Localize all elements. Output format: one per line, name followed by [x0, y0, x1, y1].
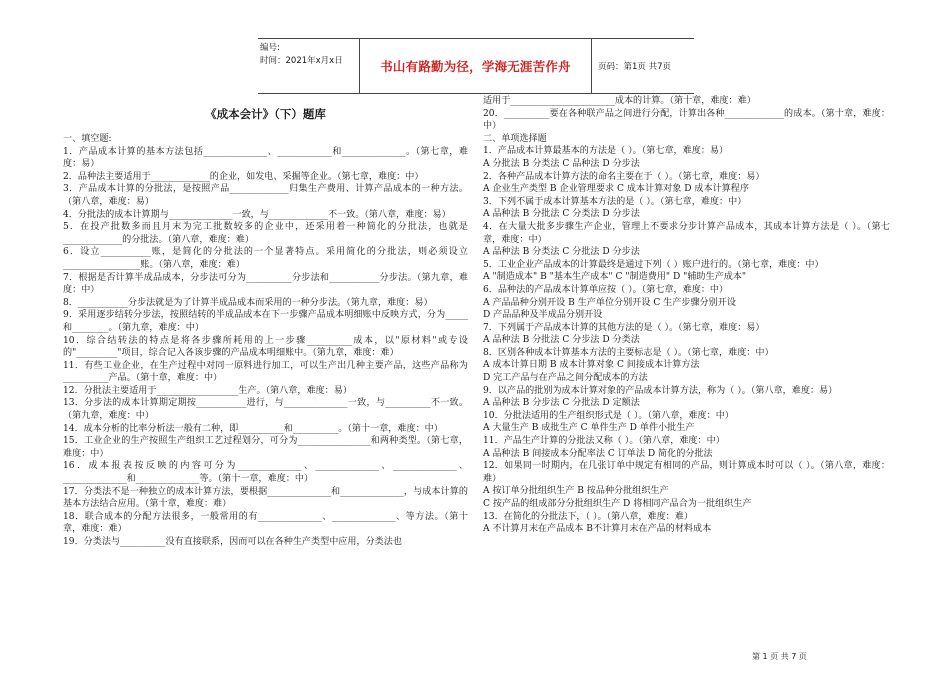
question-line: A 企业生产类型 B 企业管理要求 C 成本计算对象 D 成本计算程序 — [483, 184, 749, 195]
question-line: 9．以产品的批别为成本计算对象的产品成本计算方法，称为（ ）。（第八章，难度：易） — [483, 385, 838, 396]
question-line: 3．产品成本计算的分批法，是按照产品_____________归集生产费用、计算产品成本的一种方法。（第八章，难度：易） — [63, 184, 468, 207]
question-line: 1．产品成本计算最基本的方法是（ ）。（第七章，难度：易） — [483, 146, 729, 157]
question-line: 12．如果同一时期内，在几张订单中规定有相同的产品，则计算成本时可以（ ）。（第八章，难度：难） — [483, 461, 890, 484]
question-line: 20．__________要在各种联产品之间进行分配，计算出各种_____________的成本。（第十章，难度：中） — [483, 108, 890, 132]
right-column — [483, 95, 890, 536]
question-line: 2．品种法主要适用于_____________的企业，如发电、采掘等企业。（第七章，难度：中） — [63, 171, 424, 182]
question-line: 9．采用逐步结转分步法，按照结转的半成品成本在下一步骤产品成本明细账中反映方式，分为_____和________。（第九章，难度：中） — [63, 310, 468, 333]
question-line: D 产品品种及半成品分别开设 — [483, 310, 603, 321]
question-line: 5．工业企业产品成本的计算最终是通过下列（ ）账户进行的。（第七章，难度：中） — [483, 259, 824, 270]
question-line: A 品种法 B 分步法 C 分批法 D 定额法 — [483, 398, 640, 409]
question-line: A 分批法 B 分类法 C 品种法 D 分步法 — [483, 158, 640, 169]
question-line: 12．分批法主要适用于__________________生产。（第八章，难度：易） — [63, 385, 352, 396]
left-question-list — [63, 133, 468, 549]
question-line: 7．根据是否计算半成品成本，分步法可分为__________分步法和___________分步法。（第九章，难度：中） — [63, 272, 468, 296]
question-line: 1．产品成本计算的基本方法包括______________、____________和______________。（第七章，难度：易） — [63, 146, 468, 170]
question-line: 二、单项选择题 — [483, 133, 547, 144]
question-line: A 品种法 B 分批法 C 分步法 D 分类法 — [483, 335, 640, 346]
question-line: 6．设立___________账，是简化的分批法的一个显著特点。采用简化的分批法，则必须设立_________________账。（第八章，难度：难） — [63, 247, 468, 270]
page-footer: 第 1 页 共 7 页 — [752, 652, 807, 661]
question-line: A 品种法 B 分类法 C 分批法 D 分步法 — [483, 247, 640, 258]
question-line: A 品种法 B 分批法 C 分类法 D 分步法 — [483, 209, 640, 220]
header-page-cell — [592, 39, 694, 93]
question-line: 4．在大量大批多步骤生产企业，管理上不要求分步计算产品成本，其成本计算方法是（ ）。（第七章，难度：中） — [483, 221, 890, 245]
question-line: D 完工产品与在产品之间分配成本的方法 — [483, 373, 648, 384]
question-line: A 大量生产 B 成批生产 C 单件生产 D 单件小批生产 — [483, 423, 695, 434]
question-line: 适用于_______________________成本的计算。（第十章，难度：难） — [483, 96, 756, 106]
question-line: 8．区别各种成本计算基本方法的主要标志是（ ）。（第七章，难度：中） — [483, 347, 774, 358]
question-line: 19．分类法与__________没有直接联系，因而可以在各种生产类型中应用，分类法也 — [63, 537, 402, 547]
question-line: 15．工业企业的生产按照生产组织工艺过程划分，可分为________________和两种类型。（第七章，难度：中） — [63, 436, 468, 459]
question-line: 10．综合结转法的特点是将各步骤所耗用的上一步骤__________成本，以"原材料"或专设的"_________"项目，综合记入各该步骤的产品成本明细账中。（第九章，难度：难） — [63, 335, 468, 359]
question-line: 17．分类法不是一种独立的成本计算方法，要根据______________和______________，与成本计算的基本方法结合应用。（第十章，难度：难） — [63, 486, 468, 510]
question-line: A 成本计算日期 B 成本计算对象 C 间接成本计算方法 — [483, 360, 700, 371]
question-line: 13．在简化的分批法下，（ ）。（第八章，难度：难） — [483, 511, 693, 522]
question-line: 14．成本分析的比率分析法一般有二种，即__________和__________。（第十一章，难度：中） — [63, 423, 443, 434]
question-line: 7．下列属于产品成本计算的其他方法的是（ ）。（第七章，难度：易） — [483, 322, 765, 333]
question-line: 4．分批法的成本计算期与______________一致，与_____________不一致。（第八章，难度：易） — [63, 209, 451, 220]
question-line: 13．分步法的成本计算期定期按___________进行，与______________一致，与__________不一致。（第九章，难度：中） — [63, 398, 468, 422]
question-line: 8．___________分步法就是为了计算半成品成本而采用的一种分步法。（第九章，难度：易） — [63, 297, 433, 308]
question-line: 一、填空题: — [63, 134, 112, 144]
question-line: 18．联合成本的分配方法很多，一般常用的有______________、______________、等方法。（第十章，难度：难） — [63, 511, 468, 535]
question-line: 2．各种产品成本计算方法的命名主要在于（ ）。（第七章，难度：易） — [483, 171, 765, 182]
right-question-list — [483, 95, 890, 536]
header-page-label: 页码：第1页 共7页 — [598, 62, 672, 72]
number-label: 编号: — [260, 43, 280, 53]
question-line: C 按产品的组成部分分批组织生产 D 将相同产品合为一批组织生产 — [483, 499, 752, 509]
question-line: A 产品品种分别开设 B 生产单位分别开设 C 生产步骤分别开设 — [483, 297, 736, 308]
question-line: 11．有些工业企业，在生产过程中对同一原料进行加工，可以生产出几种主要产品，这些产品称为__________产品。（第十章，难度：中） — [63, 360, 468, 384]
question-line: 10．分批法适用的生产组织形式是（ ）。（第八章，难度：中） — [483, 410, 734, 421]
question-line: 16．成本报表按反映的内容可分为______________、______________、______________、______________和______________等。（第十一章，难度：中） — [63, 461, 468, 485]
document-title: 《成本会计》（下）题库 — [205, 107, 326, 121]
question-line: A 按订单分批组织生产 B 按品种分批组织生产 — [483, 486, 669, 497]
question-line: 11．产品生产计算的分批法又称（ ）。（第八章，难度：中） — [483, 436, 725, 447]
question-line: A 不计算月末在产品成本 B不计算月末在产品的材料成本 — [483, 524, 712, 535]
question-line: A 品种法 B 间接成本分配率法 C 订单法 D 简化的分批法 — [483, 448, 713, 459]
header-motto: 书山有路勤为径，学海无涯苦作舟 — [380, 59, 571, 74]
question-line: 6．品种法的产品成本计算单应按（ ）。（第七章，难度：中） — [483, 284, 729, 295]
header-motto-cell — [360, 39, 592, 93]
document-header — [258, 38, 694, 94]
question-line: A "制造成本" B "基本生产成本" C "制造费用" D "辅助生产成本" — [483, 272, 747, 283]
question-line: 5．在投产批数多而且月末为完工批数较多的企业中，还采用着一种简化的分批法，也就是_____________的分批法。（第八章，难度：难） — [63, 222, 468, 245]
left-column — [63, 95, 468, 549]
question-line: 3．下列不属于成本计算基本方法的是（ ）。（第七章，难度：中） — [483, 196, 747, 207]
header-meta-cell — [258, 39, 360, 93]
time-label: 时间：2021年x月x日 — [260, 56, 343, 66]
